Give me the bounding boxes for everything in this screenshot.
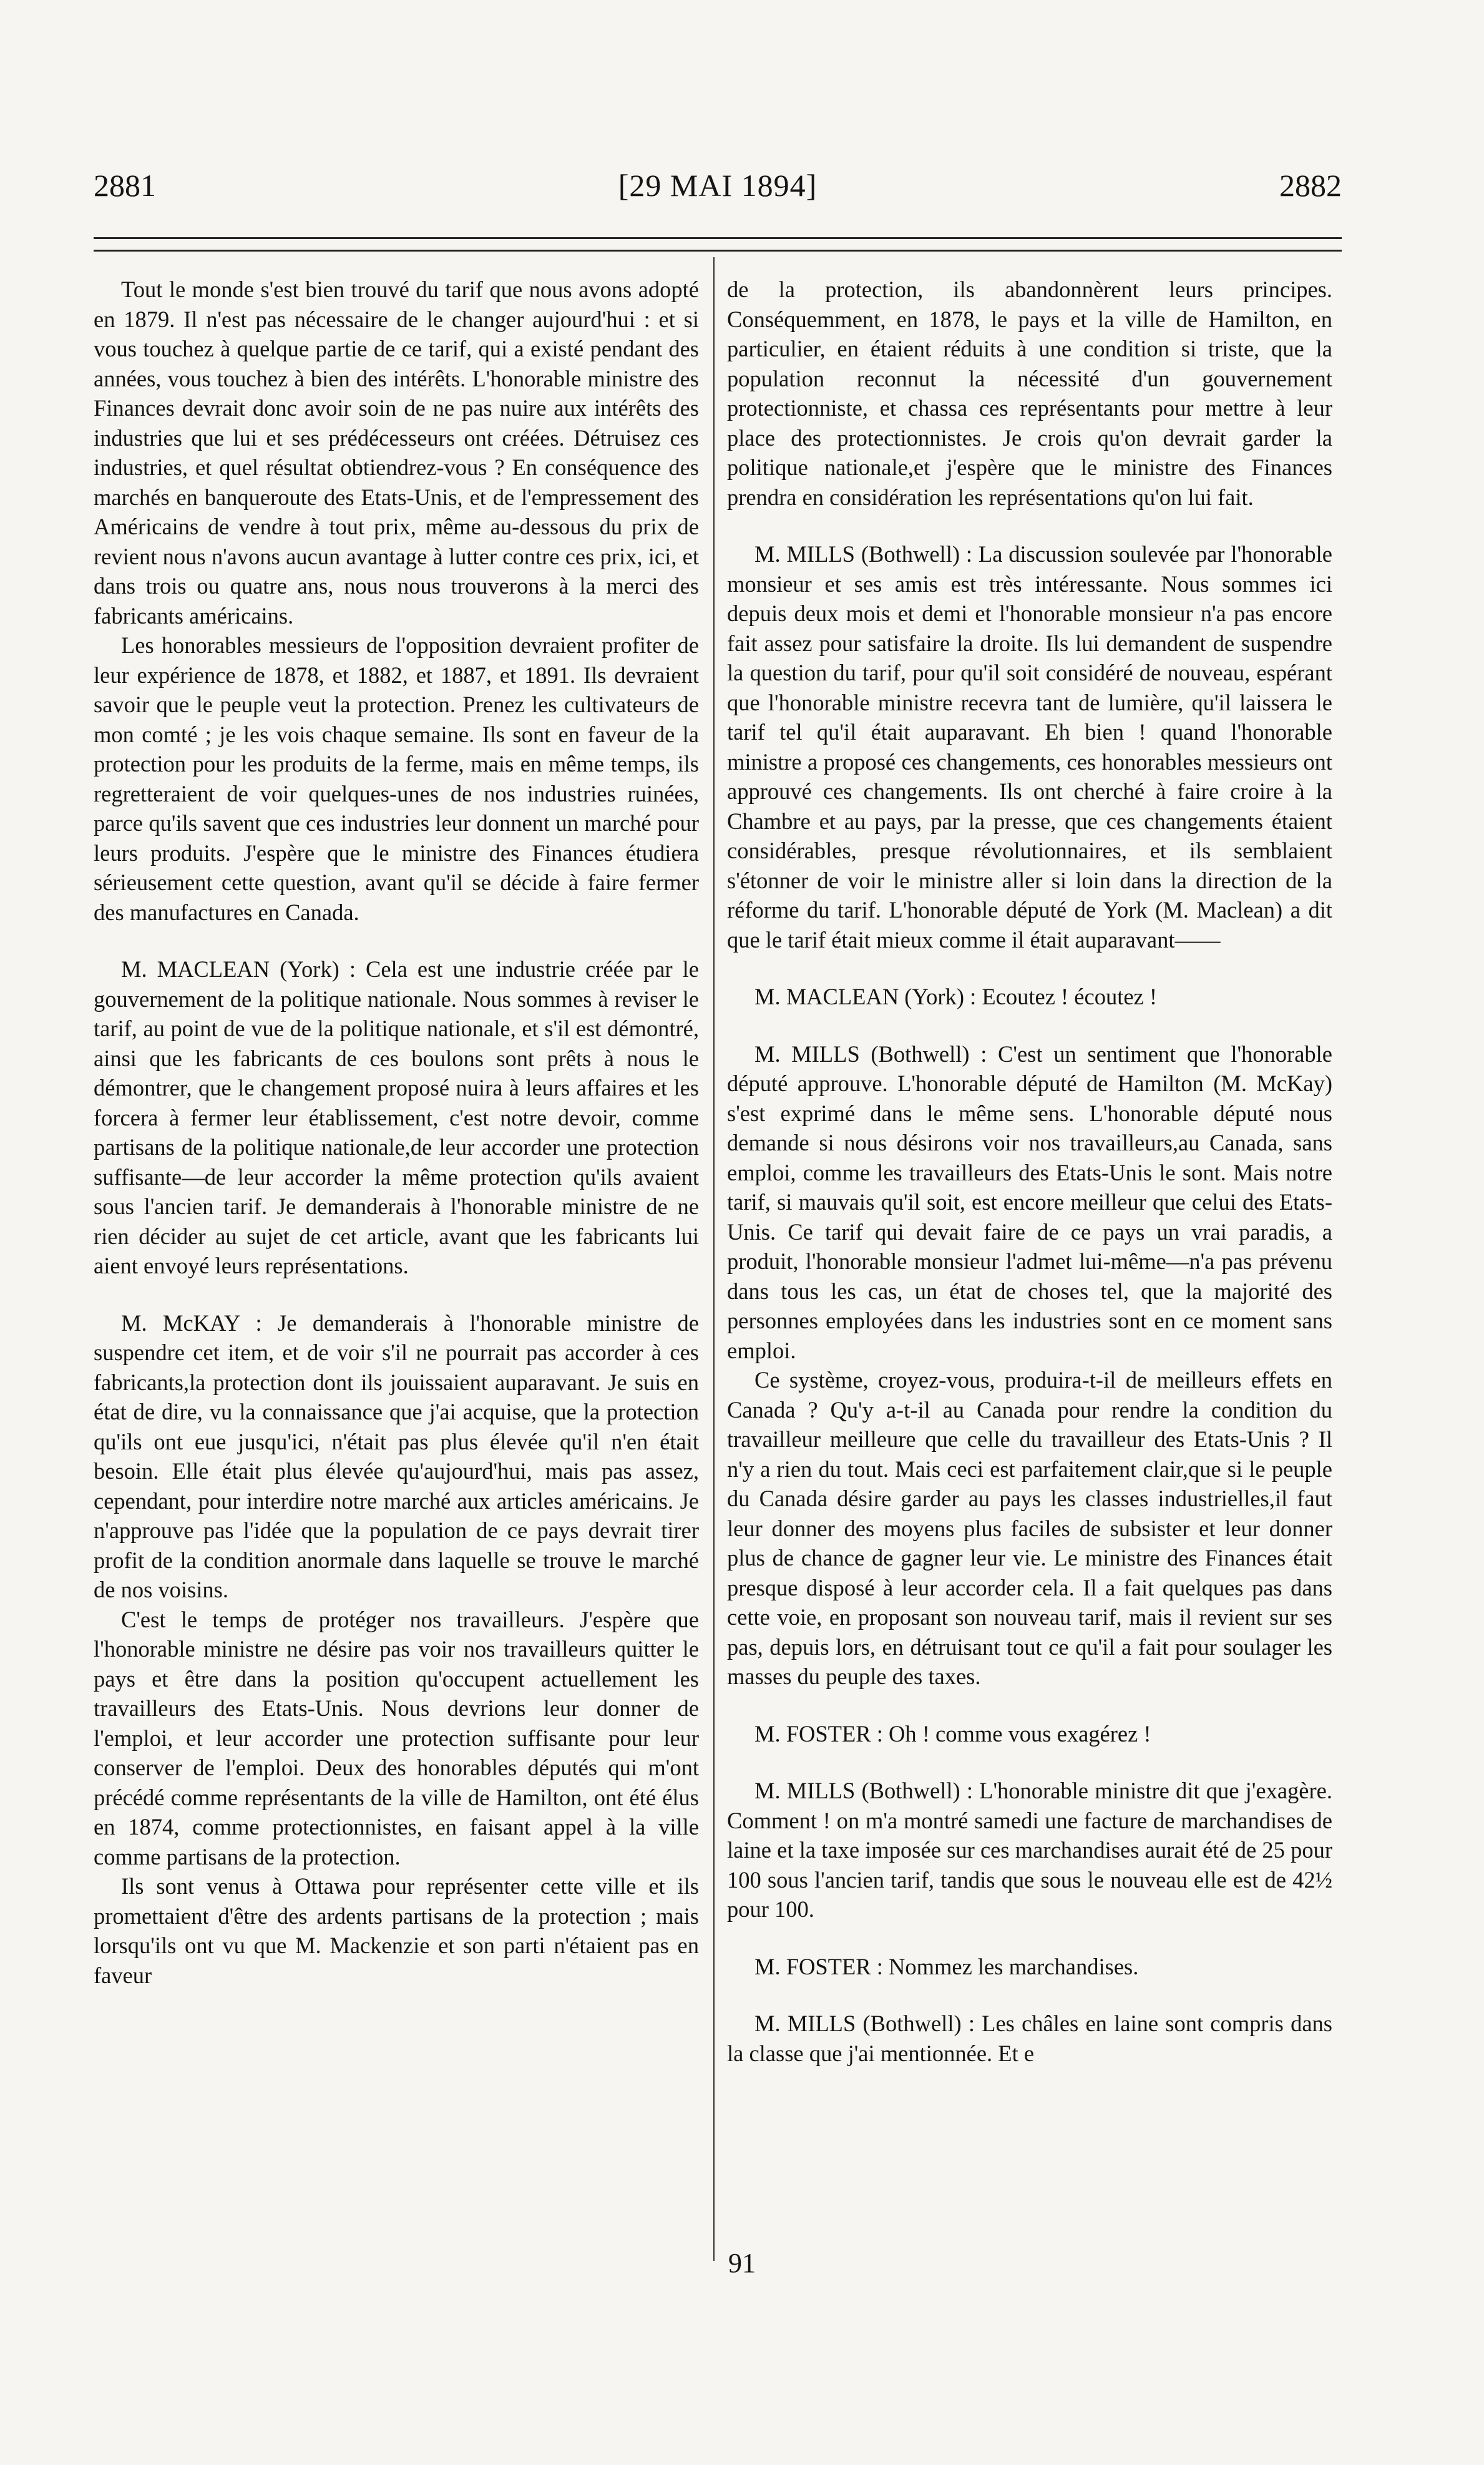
paragraph: Ils sont venus à Ottawa pour représenter cette ville et ils promettaient d'être des ardents partisans de la protection ; mais lorsqu'ils ont vu que M. Mackenzie et son parti n'étaient pas en faveur (94, 1873, 699, 1988)
signature-mark: 91 (728, 2248, 756, 2278)
speech-mills: M. MILLS (Bothwell) : C'est un sentiment que l'honorable député approuve. L'honorable député de Hamilton (M. McKay) s'est exprimé dans le même sens. L'honorable député nous demande si nous désirons voir nos travailleurs,au Canada, sans emploi, comme les travailleurs des Etats-Unis le sont. Mais notre tarif, si mauvais qu'il soit, est encore meilleur que celui des Etats-Unis. Ce tarif qui devait faire de ce pays un vrai paradis, a produit, l'honorable monsieur l'admet lui-même—n'a pas prévenu dans tous les cas, un état de choses tel, que la majorité des personnes employées dans les industries sont en ce moment sans emploi. (727, 1041, 1332, 1363)
speech-mills: M. MILLS (Bothwell) : L'honorable ministre dit que j'exagère. Comment ! on m'a montré samedi une facture de marchandises de laine et la taxe imposée sur ces marchandises aurait été de 25 pour 100 sous l'ancien tarif, tandis que sous le nouveau elle est de 42½ pour 100. (727, 1778, 1332, 1922)
speech-maclean: M. MACLEAN (York) : Ecoutez ! écoutez ! (754, 984, 1158, 1009)
paragraph: Ce système, croyez-vous, produira-t-il de meilleurs effets en Canada ? Qu'y a-t-il au Canada pour rendre la condition du travailleur meilleure que celle du travailleur des Etats-Unis ? Il n'y a rien du tout. Mais ceci est parfaitement clair,que si le peuple du Canada désire garder au pays les classes industrielles,il faut leur donner des moyens plus faciles de subsister et leur donner plus de chance de gagner leur vie. Le ministre des Finances était presque disposé à leur accorder cela. Il a fait quelques pas dans cette voie, en proposant son nouveau tarif, mais il revient sur ses pas, depuis lors, en détruisant tout ce qu'il a fait pour soulager les masses du peuple des taxes. (727, 1367, 1332, 1689)
paragraph: Tout le monde s'est bien trouvé du tarif que nous avons adopté en 1879. Il n'est pas nécessaire de le changer aujourd'hui : et si vous touchez à quelque partie de ce tarif, qui a existé pendant des années, vous touchez à bien des intérêts. L'honorable ministre des Finances devrait donc avoir soin de ne pas nuire aux intérêts des industries que lui et ses prédécesseurs ont créées. Détruisez ces industries, et quel résultat obtiendrez-vous ? En conséquence des marchés en banqueroute des Etats-Unis, et de l'empressement des Américains de vendre à tout prix, même au-dessous du prix de revient nous n'avons aucun avantage à lutter contre ces prix, ici, et dans trois ou quatre ans, nous nous trouverons à la merci des fabricants américains. (94, 277, 699, 629)
page-number-left: 2881 (94, 168, 156, 203)
page-date: [29 MAI 1894] (618, 168, 818, 203)
speech-mckay: M. McKAY : Je demanderais à l'honorable ministre de suspendre cet item, et de voir s'il ne pourrait pas accorder à ces fabricants,la protection dont ils jouissaient auparavant. Je suis en état de dire, vu la connaissance que j'ai acquise, que la protection qu'ils ont eue jusqu'ici, n'était pas plus élevée qu'il n'en était besoin. Elle était plus élevée qu'aujourd'hui, mais pas assez, cependant, pour interdire notre marché aux articles américains. Je n'approuve pas l'idée que la population de ce pays devrait tirer profit de la condition anormale dans laquelle se trouve le marché de nos voisins. (94, 1310, 699, 1602)
right-column (727, 275, 1332, 2068)
page-header (94, 167, 1342, 205)
speech-maclean: M. MACLEAN (York) : Cela est une industrie créée par le gouvernement de la politique nationale. Nous sommes à reviser le tarif, au point de vue de la politique nationale, et s'il est démontré, ainsi que les fabricants de ces boulons sont prêts à nous le démontrer, que le changement proposé nuira à leurs affaires et les forcera à fermer leur établissement, c'est notre devoir, comme partisans de la politique nationale,de leur accorder une protection suffisante—de leur accorder la même protection qu'ils avaient sous l'ancien tarif. Je demanderais à l'honorable ministre de ne rien décider au sujet de cet article, avant que les fabricants lui aient envoyé leurs représentations. (94, 956, 699, 1278)
speech-mills: M. MILLS (Bothwell) : La discussion soulevée par l'honorable monsieur et ses amis est très intéressante. Nous sommes ici depuis deux mois et demi et l'honorable monsieur n'a pas encore fait assez pour satisfaire la droite. Ils lui demandent de suspendre la question du tarif, pour qu'il soit considéré de nouveau, espérant que l'honorable ministre recevra tant de lumière, qu'il laissera le tarif tel qu'il était auparavant. Eh bien ! quand l'honorable ministre a proposé ces changements, ces honorables messieurs ont approuvé ces changements. Ils ont cherché à faire croire à la Chambre et au pays, par la presse, que ces changements étaient considérables, presque révolutionnaires, et ils semblaient s'étonner de voir le ministre aller si loin dans la direction de la réforme du tarif. L'honorable député de York (M. Maclean) a dit que le tarif était mieux comme il était auparavant—— (727, 541, 1332, 953)
speech-foster: M. FOSTER : Oh ! comme vous exagérez ! (754, 1720, 1151, 1747)
paragraph: C'est le temps de protéger nos travailleurs. J'espère que l'honorable ministre ne désire pas voir nos travailleurs quitter le pays et être dans la position qu'occupent actuellement les travailleurs des Etats-Unis. Nous devrions leur donner de l'emploi, et leur accorder une protection suffisante pour leur conserver de l'emploi. Deux des honorables députés qui m'ont précédé comme représentants de la ville de Hamilton, ont été élus en 1874, comme protectionnistes, en faisant appel à la ville comme partisans de la protection. (94, 1606, 699, 1870)
speech-foster: M. FOSTER : Nommez les marchandises. (754, 1953, 1139, 1979)
column-divider (713, 257, 715, 2261)
paragraph: Les honorables messieurs de l'opposition devraient profiter de leur expérience de 1878, et 1882, et 1887, et 1891. Ils devraient savoir que le peuple veut la protection. Prenez les cultivateurs de mon comté ; je les vois chaque semaine. Ils sont en faveur de la protection pour les produits de la ferme, mais en même temps, ils regretteraient de voir quelques-unes de nos industries ruinées, parce qu'ils savent que ces industries leur donnent un marché pour leurs produits. J'espère que le ministre des Finances étudiera sérieusement cette question, avant qu'il se décide à faire fermer des manufactures en Canada. (94, 632, 699, 925)
page-number-right: 2882 (1279, 168, 1342, 203)
paragraph-continued: de la protection, ils abandonnèrent leurs principes. Conséquemment, en 1878, le pays et la ville de Hamilton, en particulier, en étaient réduits à une condition si triste, que la population reconnut la nécessité d'un gouvernement protectionniste, et chassa ces représentants pour mettre à leur place des protectionnistes. Je crois qu'on devrait garder la politique nationale,et j'espère que le ministre des Finances prendra en considération les représentations qu'on lui fait. (727, 277, 1332, 510)
header-rule-bottom (94, 250, 1342, 252)
left-column (94, 275, 699, 1990)
speech-mills: M. MILLS (Bothwell) : Les châles en laine sont compris dans la classe que j'ai mentionnée. Et e (727, 2011, 1332, 2066)
header-rule-top (94, 237, 1342, 239)
